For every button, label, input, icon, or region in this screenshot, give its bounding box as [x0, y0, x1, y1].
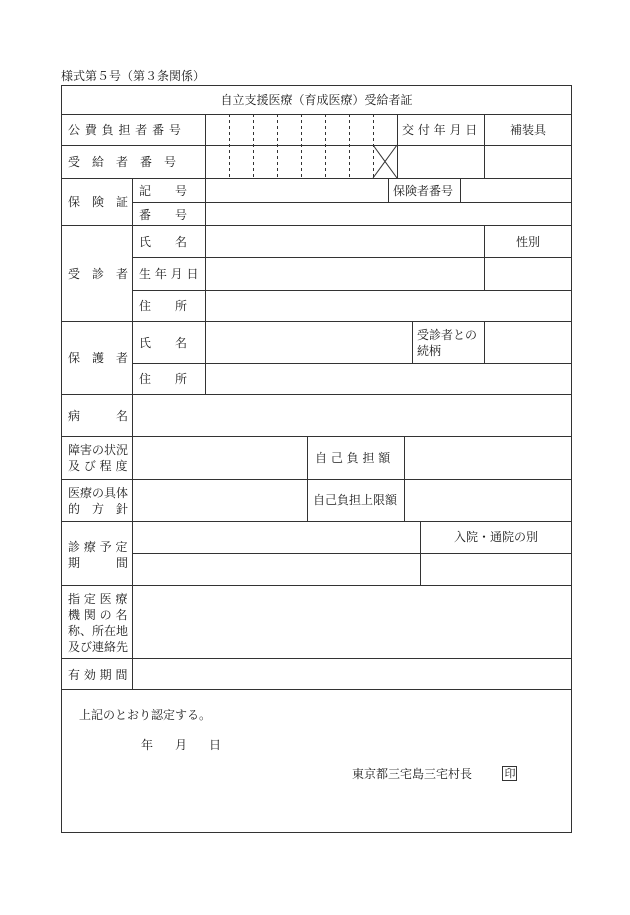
- form-title: 自立支援医療（育成医療）受給者証: [220, 93, 413, 107]
- label-schedule-line1: 診 療 予 定: [68, 540, 128, 554]
- label-facility-line4: 及び連絡先: [68, 640, 129, 654]
- label-guardian-name: 氏 名: [139, 336, 188, 350]
- label-patient: 受 診 者: [68, 267, 129, 281]
- label-schedule: [68, 539, 128, 571]
- date-month: 月: [175, 738, 188, 752]
- label-recipient-number: 受 給 者 番 号: [68, 155, 177, 169]
- seal-mark: 印: [504, 767, 516, 780]
- label-sex: 性別: [515, 235, 540, 249]
- label-facility-line2: 機 関 の 名: [68, 608, 128, 622]
- label-disability: [68, 442, 128, 474]
- date-year: 年: [141, 738, 154, 752]
- label-relation-line2: 続柄: [417, 344, 442, 358]
- label-patient-address: 住 所: [139, 299, 188, 313]
- style-note: 様式第５号（第３条関係）: [61, 69, 206, 83]
- label-patient-name: 氏 名: [139, 235, 188, 249]
- crossed-cell: [373, 145, 397, 178]
- label-guardian: 保 護 者: [68, 351, 129, 365]
- label-relation: [417, 327, 477, 359]
- label-facility-line3: 称、所在地: [68, 624, 129, 638]
- label-copay: 自 己 負 担 額: [315, 451, 391, 465]
- issuer-name: 東京都三宅島三宅村長: [352, 767, 473, 781]
- label-plan-line2: 的 方 針: [68, 502, 129, 516]
- label-validity: 有 効 期 間: [68, 668, 128, 682]
- label-payer-number: 公 費 負 担 者 番 号: [68, 123, 182, 137]
- label-inpatient: 入院・通院の別: [453, 530, 538, 544]
- label-facility: [68, 591, 128, 655]
- label-prosthetics: 補装具: [509, 123, 546, 137]
- label-relation-line1: 受診者との: [417, 328, 478, 342]
- label-disability-line1: 障害の状況: [68, 443, 129, 457]
- label-symbol: 記 号: [139, 184, 188, 198]
- label-plan-line1: 医療の具体: [68, 486, 129, 500]
- label-disability-line2: 及 び 程 度: [68, 459, 128, 473]
- label-guardian-address: 住 所: [139, 372, 188, 386]
- date-day: 日: [209, 738, 222, 752]
- label-insurer-number: 保険者番号: [393, 184, 454, 198]
- label-issue-date: 交 付 年 月 日: [402, 123, 478, 137]
- label-facility-line1: 指 定 医 療: [68, 592, 128, 606]
- certify-text: 上記のとおり認定する。: [79, 708, 212, 722]
- label-copay-limit: 自己負担上限額: [313, 493, 398, 507]
- label-disease: 病 名: [68, 409, 129, 423]
- label-number: 番 号: [139, 208, 188, 222]
- label-plan: [68, 485, 128, 517]
- label-schedule-line2: 期 間: [68, 556, 129, 570]
- label-birth-date: 生 年 月 日: [139, 267, 199, 281]
- label-insurance: 保 険 証: [68, 195, 129, 209]
